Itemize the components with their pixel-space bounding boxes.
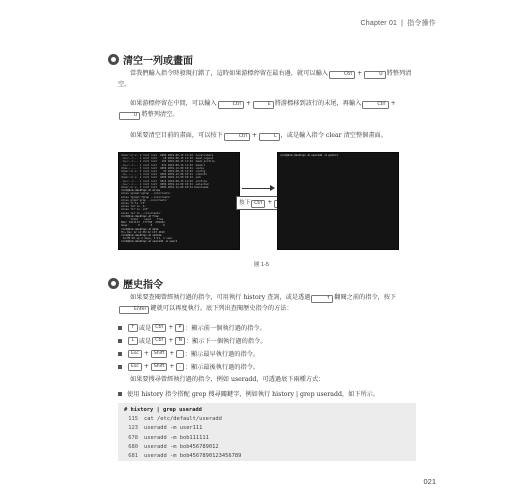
key-ctrl: Ctrl <box>218 101 244 109</box>
bullet-square-icon <box>118 326 122 330</box>
code-command: # history | grep useradd <box>124 407 202 413</box>
terminal-line: alias fgrep='fgrep --color=auto' <box>121 195 171 199</box>
history-command: useradd -m bob4567890123456789 <box>144 453 242 460</box>
text-run: 如果要查閱曾經執行過的指令，可用執行 history 查詢，或是透過 <box>130 294 311 301</box>
list-item <box>118 387 416 400</box>
terminal-line: root@kvm-desktop:~# uptime <box>121 234 162 238</box>
key-ctrl: Ctrl <box>362 101 388 109</box>
key-p: P <box>175 324 184 332</box>
section-title: 歷史指令 <box>123 280 163 291</box>
terminal-line: drwx------. 3 root root 4096 2019-12-09 10:21 .cache <box>121 166 204 170</box>
key-u: U <box>119 112 140 120</box>
history-number: 680 <box>128 443 138 450</box>
text-run: 按下 <box>383 294 397 301</box>
terminal-line: Swap: 0 0 0 <box>121 224 165 228</box>
terminal-line: alias grep='grep --color=auto' <box>121 198 168 202</box>
key-ctrl: Ctrl <box>224 133 250 141</box>
terminal-line: total used free <box>121 218 164 222</box>
terminal-line: drwxr-xr-x. 2 root root 4096 2019-08-15 11:43 .local/share <box>121 154 214 157</box>
label-prefix: 按下 <box>239 200 251 206</box>
key-ctrl: Ctrl <box>251 200 265 208</box>
terminal-output <box>119 153 239 245</box>
key-e: E <box>253 101 274 109</box>
terminal-output <box>278 153 398 158</box>
text-run: ，或是輸入指令 clear 清空整個畫面。 <box>280 132 387 139</box>
list-item: ↓ 或是 Ctrl + N ：顯示下一個執行過的指令。 <box>118 334 416 347</box>
key-l: L <box>259 133 280 141</box>
bullet-square-icon <box>118 352 122 356</box>
text-run: 將游標移到該行的末尾，再輸入 <box>274 100 362 107</box>
terminal-after-screenshot <box>277 152 399 250</box>
code-row <box>124 443 410 452</box>
history-number: 123 <box>128 425 138 432</box>
history-command: cat /etc/default/useradd <box>144 416 222 423</box>
terminal-line: -rw-r--r--. 1 root root 4096 2019-12-09 10:21 .selected <box>121 182 209 186</box>
key-enter: Enter <box>119 306 149 314</box>
list-item: Esc + Shift + . ：顯示最早執行過的指令。 <box>118 347 416 360</box>
terminal-line: alias l='ls -CF' <box>121 202 146 206</box>
terminal-line: 14:05:25 up 2 days, 3:11, 1 user <box>121 237 173 241</box>
chapter-label: Chapter 01 <box>360 20 398 27</box>
code-row <box>124 434 410 443</box>
terminal-line: -rw-r--r--. 1 root root 231 2019-08-15 11:43 .bashrc <box>121 163 206 167</box>
text-run: 翻閱之前的指令， <box>334 294 384 301</box>
paragraph-clear-line: 當我們輸入指令時發現打錯了，這時如果游標停留在最右邊，就可以輸入 Ctrl + U 將整列清空。 <box>118 70 412 88</box>
text-run: 將整列清空。 <box>118 70 412 88</box>
arrow-right-icon <box>270 185 275 191</box>
history-methods-list <box>118 321 416 373</box>
list-item: Esc + Shift + , ：顯示最後執行過的指令。 <box>118 360 416 373</box>
history-number: 115 <box>128 416 138 423</box>
text-run: 使用 history 指令搭配 grep 搜尋關鍵字，例如執行 history | grep useradd，如下所示。 <box>127 391 380 398</box>
key-comma: , <box>176 363 183 371</box>
history-number: 678 <box>128 434 138 441</box>
key-u: U <box>364 71 385 79</box>
key-ctrl: Ctrl <box>152 324 166 332</box>
key-up-arrow: ↑ <box>128 324 138 332</box>
text-run: ：顯示下一個執行過的指令。 <box>185 338 267 345</box>
terminal-line: root@kvm-desktop:~# alias <box>121 189 161 193</box>
key-down-arrow: ↓ <box>128 337 138 345</box>
terminal-line: root@kvm-desktop:~# useradd -m peter1 <box>280 154 338 157</box>
key-esc: Esc <box>128 350 142 358</box>
text-run: ：顯示前一個執行過的指令。 <box>185 325 266 332</box>
header-divider: | <box>401 20 404 27</box>
terminal-line: root@kvm-desktop:~# useradd -m user1 <box>121 240 178 244</box>
list-item: ↑ 或是 Ctrl + P ：顯示前一個執行過的指令。 <box>118 321 416 334</box>
terminal-line: -rw-r--r--. 1 root root 193 2019-08-15 11:43 .bash_profile <box>121 160 215 164</box>
terminal-line: Thu Dec 12 14:05:22 CST 2019 <box>121 230 165 234</box>
text-run: ：顯示最後執行過的指令。 <box>184 364 260 371</box>
history-command: useradd -m bob456789012 <box>144 443 219 450</box>
text-run: 如果要清空目前的畫面，可以按下 <box>130 132 223 139</box>
paragraph-clear-screen: 如果要清空目前的畫面，可以按下 Ctrl + L ，或是輸入指令 clear 清空整個畫面。 <box>130 132 387 139</box>
key-period: . <box>176 350 183 358</box>
text-run: 或是 <box>138 325 152 332</box>
text-run: 或是 <box>138 338 152 345</box>
key-esc: Esc <box>128 363 142 371</box>
code-row <box>124 415 410 424</box>
figure-caption: 圖 1-5 <box>254 262 269 268</box>
text-run: 將整列清空。 <box>141 111 179 118</box>
terminal-line: alias ll='ls -alF' <box>121 208 150 212</box>
arrow-keystroke-label: 按下 Ctrl + <box>236 196 287 210</box>
terminal-line: alias egrep='egrep --color=auto' <box>121 192 171 196</box>
terminal-line: alias la='ls -A' <box>121 205 146 209</box>
history-command: useradd -m user111 <box>144 425 203 432</box>
terminal-line: -rw-r--r--. 1 root root 3815 2019-08-15 11:43 .profile <box>121 179 207 183</box>
terminal-line: alias ls='ls --color=auto' <box>121 211 162 215</box>
history-number: 681 <box>128 453 138 460</box>
arrow-line <box>242 188 272 189</box>
code-block <box>118 403 416 461</box>
terminal-line: root@kvm-desktop:~# date <box>121 227 159 231</box>
text-run: 如果游標停留在中間，可以輸入 <box>130 100 217 107</box>
text-run: 鍵就可以再度執行。底下列出查閱歷史指令的方法： <box>150 305 293 312</box>
section-title: 清空一列或畫面 <box>123 56 193 67</box>
page-number: 021 <box>423 477 436 486</box>
paragraph-history-intro <box>118 292 416 314</box>
text-run: 當我們輸入指令時發現打錯了，這時如果游標停留在最右邊，就可以輸入 <box>130 70 328 77</box>
terminal-line: drwxr-xr-x. 2 root root 4096 2019-12-09 10:21 .ssh <box>121 176 201 180</box>
history-command: useradd -m bob111111 <box>144 434 209 441</box>
paragraph-search-history <box>118 374 416 385</box>
bullet-square-icon <box>118 392 122 396</box>
section-heading-clear <box>108 52 193 67</box>
search-methods-list <box>118 387 416 400</box>
bullet-square-icon <box>118 365 122 369</box>
key-ctrl: Ctrl <box>152 337 166 345</box>
terminal-before-screenshot <box>118 152 240 250</box>
key-shift: Shift <box>151 363 167 371</box>
text-run: 如果要搜尋曾經執行過的指令，例如 useradd，可透過底下兩種方式： <box>130 376 325 383</box>
running-header <box>361 18 436 28</box>
section-heading-history <box>108 276 163 291</box>
terminal-line: Mem: 1017172 777768 239404 <box>121 221 165 225</box>
code-row <box>124 452 410 461</box>
key-ctrl: Ctrl <box>329 71 355 79</box>
code-output <box>124 415 410 461</box>
bullet-square-icon <box>118 339 122 343</box>
terminal-line: -rw-------. 1 root root 4096 2019-12-09 10:21 .viminfo <box>121 173 207 177</box>
key-up-arrow: ↑ <box>311 295 333 303</box>
code-row <box>124 424 410 433</box>
key-shift: Shift <box>151 350 167 358</box>
paragraph-cursor-middle: 如果游標停留在中間，可以輸入 Ctrl + E 將游標移到該行的末尾，再輸入 Ctrl +U 將整列清空。 <box>118 98 416 120</box>
terminal-line: drwxr-xr-x. 3 root root 33 2019-08-15 11:43 .config <box>121 170 206 174</box>
terminal-line: drwxr-xr-x. 3 root root 4096 2019-12-09 10:21 Downloads <box>121 186 209 190</box>
terminal-line: -rw-r--r--. 1 root root 18 2019-08-15 11:43 .bash_logout <box>121 157 214 161</box>
chapter-title: 指令操作 <box>407 20 436 27</box>
heading-bullet-icon <box>108 278 119 289</box>
terminal-line: root@kvm-desktop:~# free <box>121 214 159 218</box>
text-run: ：顯示最早執行過的指令。 <box>184 351 260 358</box>
heading-bullet-icon <box>108 54 119 65</box>
key-n: N <box>175 337 184 345</box>
